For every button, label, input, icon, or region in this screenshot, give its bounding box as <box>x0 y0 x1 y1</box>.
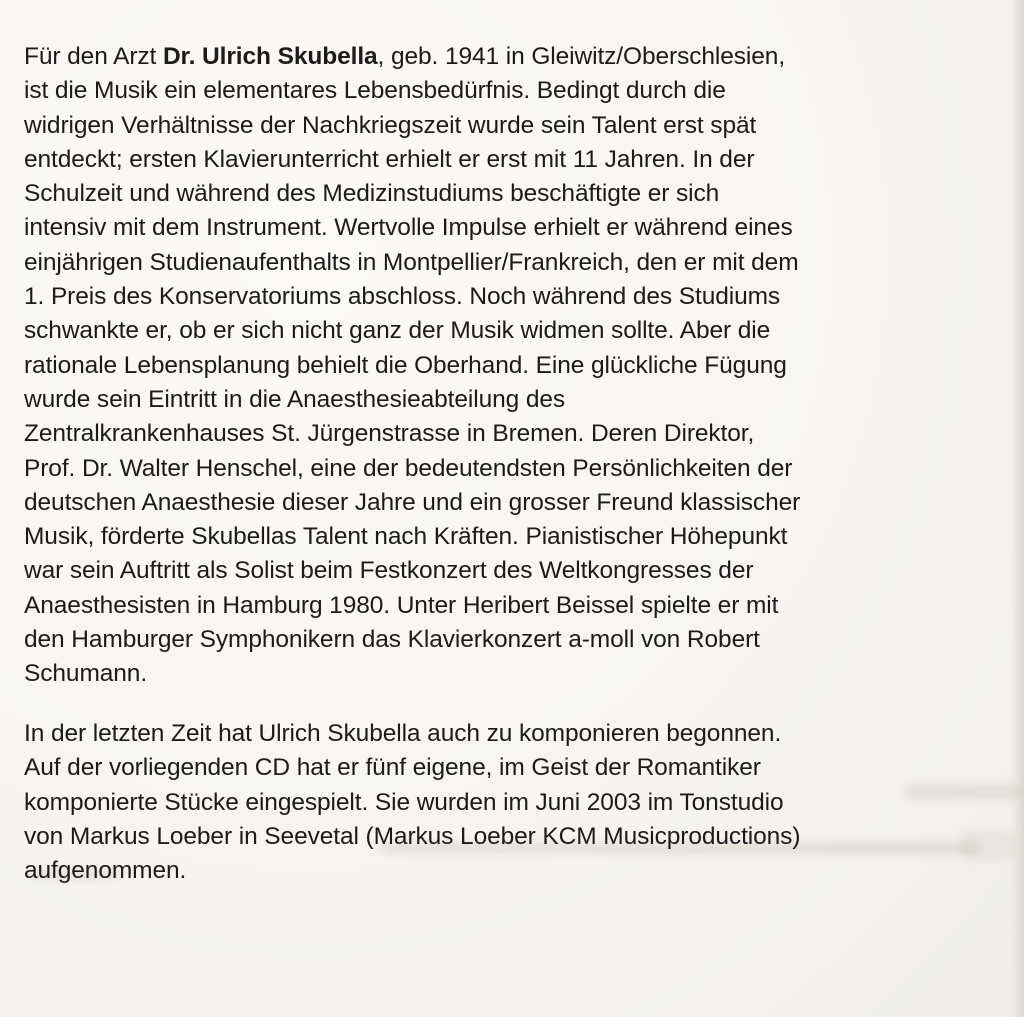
paragraph-line: deutschen Anaesthesie dieser Jahre und ein grosser Freund klassischer <box>24 488 801 516</box>
paragraph-line: wurde sein Eintritt in die Anaesthesieabteilung des <box>24 385 566 413</box>
paragraph-line: Anaesthesisten in Hamburg 1980. Unter Heribert Beissel spielte er mit <box>24 591 779 619</box>
paragraph-line: rationale Lebensplanung behielt die Oberhand. Eine glückliche Fügung <box>24 351 787 379</box>
paragraph-line: 1. Preis des Konservatoriums abschloss. Noch während des Studiums <box>24 283 781 311</box>
paragraph-line: war sein Auftritt als Solist beim Festkonzert des Weltkongresses der <box>24 557 754 585</box>
paragraph-line: aufgenommen. <box>24 857 187 885</box>
paragraph-line: intensiv mit dem Instrument. Wertvolle Impulse erhielt er während eines <box>24 214 793 242</box>
paragraph-line: In der letzten Zeit hat Ulrich Skubella auch zu komponieren begonnen. <box>24 720 782 747</box>
paragraph-line: Zentralkrankenhauses St. Jürgenstrasse in Bremen. Deren Direktor, <box>24 420 755 448</box>
paragraph-line: schwankte er, ob er sich nicht ganz der Musik widmen sollte. Aber die <box>24 317 771 345</box>
paragraph-line: komponierte Stücke eingespielt. Sie wurden im Juni 2003 im Tonstudio <box>24 788 784 816</box>
paragraph-line: von Markus Loeber in Seevetal (Markus Loeber KCM Musicproductions) <box>24 822 801 850</box>
paragraph-line: ist die Musik ein elementares Lebensbedürfnis. Bedingt durch die <box>24 77 726 105</box>
line-text: Für den Arzt <box>24 43 163 70</box>
person-name: Dr. Ulrich Skubella <box>162 43 378 70</box>
line-text: , geb. 1941 in Gleiwitz/Oberschlesien, <box>377 43 786 70</box>
paragraph-line: Prof. Dr. Walter Henschel, eine der bedeutendsten Persönlichkeiten der <box>24 454 793 482</box>
paragraph-line: Auf der vorliegenden CD hat er fünf eigene, im Geist der Romantiker <box>24 754 761 782</box>
paragraph-line: einjährigen Studienaufenthalts in Montpellier/Frankreich, den er mit dem <box>24 248 799 276</box>
paragraph-line: entdeckt; ersten Klavierunterricht erhielt er erst mit 11 Jahren. In der <box>24 145 755 173</box>
paragraph-line: Schumann. <box>24 660 148 688</box>
paragraph-line: widrigen Verhältnisse der Nachkriegszeit wurde sein Talent erst spät <box>24 111 757 139</box>
paragraph-line: den Hamburger Symphonikern das Klavierkonzert a-moll von Robert <box>24 626 760 654</box>
paragraph-line <box>24 40 1004 74</box>
paragraph-line: Musik, förderte Skubellas Talent nach Kräften. Pianistischer Höhepunkt <box>24 523 788 551</box>
composition-paragraph <box>24 717 1004 888</box>
paragraph-line: Schulzeit und während des Medizinstudiums beschäftigte er sich <box>24 180 720 208</box>
biography-paragraph <box>24 40 1004 692</box>
page-edge-shadow <box>1010 0 1024 1017</box>
